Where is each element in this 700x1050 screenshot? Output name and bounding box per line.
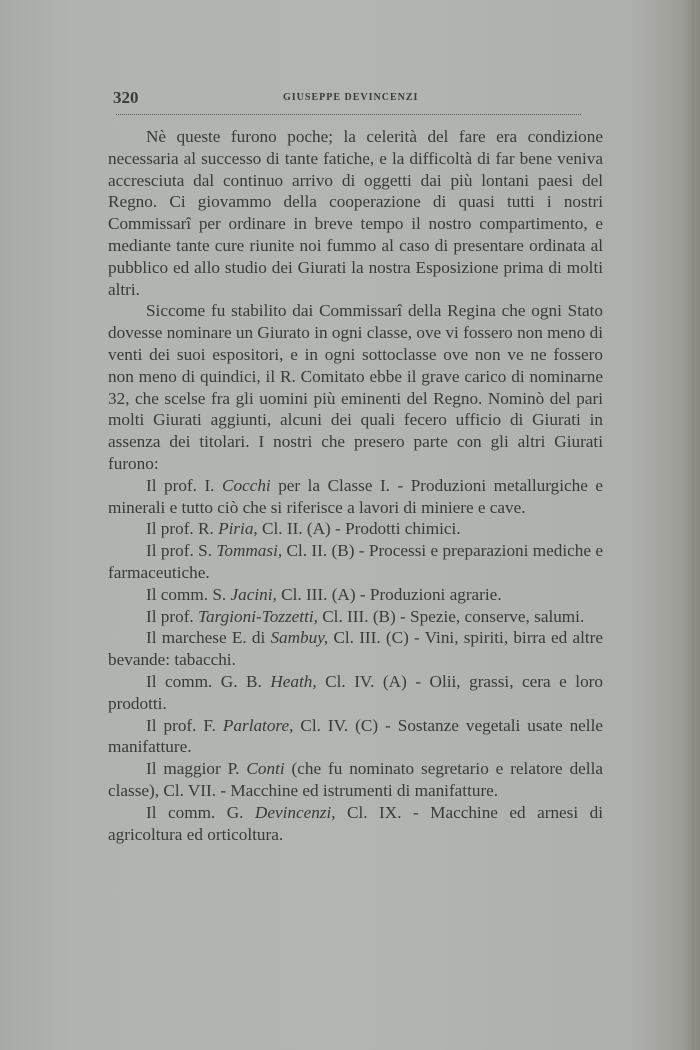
- juror-title: Il prof. R.: [146, 519, 219, 539]
- header-rule: [116, 114, 581, 115]
- juror-class: Cl. II. (B) - Processi e preparazioni mediche e farmaceutiche.: [108, 541, 603, 582]
- juror-title: Il prof.: [146, 606, 199, 626]
- juror-name: Piria,: [218, 519, 258, 539]
- juror-class: Cl. III. (A) - Produzioni agrarie.: [276, 584, 502, 604]
- juror-title: Il prof. F.: [146, 715, 223, 735]
- running-head: GIUSEPPE DEVINCENZI: [283, 92, 419, 103]
- juror-entry: [108, 671, 603, 715]
- juror-title: Il maggior P.: [146, 759, 247, 779]
- juror-entry: [108, 606, 603, 628]
- paragraph: Siccome fu stabilito dai Commissarî della Regina che ogni Stato dovesse nominare un Giurato in ogni classe, ove vi fossero non meno di venti dei suoi espositori, e in ogni sottoclasse ove non ve ne fossero non meno di quindici, il R. Comitato ebbe il grave carico di nominarne 32, che scelse fra gli uomini più eminenti del Regno. Nominò del pari molti Giurati aggiunti, alcuni dei quali fecero ufficio di Giurati in assenza dei titolari. I nostri che presero parte con gli altri Giurati furono:: [108, 301, 603, 473]
- juror-name: Conti: [246, 759, 285, 779]
- juror-title: Il marchese E. di: [146, 628, 271, 648]
- juror-title: Il prof. S.: [146, 541, 217, 561]
- page-edge: [692, 0, 694, 1050]
- juror-name: Sambuy,: [270, 628, 329, 648]
- juror-title: Il comm. S.: [146, 584, 231, 604]
- juror-name: Parlatore,: [222, 715, 294, 735]
- juror-entry: [108, 627, 603, 671]
- juror-entry: [108, 758, 603, 802]
- juror-name: Heath,: [270, 671, 317, 691]
- juror-name: Devincenzi,: [254, 802, 336, 822]
- juror-class: Cl. III. (C) - Vini, spiriti, birra ed altre bevande: tabacchi.: [108, 628, 603, 670]
- juror-title: Il comm. G.: [146, 802, 255, 822]
- juror-title: Il prof. I.: [146, 475, 222, 495]
- juror-entry: [108, 715, 603, 759]
- juror-name: Jacini,: [230, 584, 277, 604]
- juror-class: (che fu nominato segretario e relatore della classe), Cl. VII. - Macchine ed istrumenti di manifatture.: [108, 759, 603, 800]
- juror-entry: [108, 802, 603, 846]
- juror-entry: [108, 584, 603, 606]
- juror-class: per la Classe I. - Produzioni metallurgiche e minerali e tutto ciò che si riferisce a lavori di miniere e cave.: [108, 475, 603, 517]
- juror-entry: [108, 475, 603, 519]
- juror-name: Cocchi: [222, 475, 271, 495]
- juror-class: Cl. IX. - Macchine ed arnesi di agricoltura ed orticoltura.: [108, 802, 603, 844]
- juror-title: Il comm. G. B.: [146, 671, 271, 691]
- juror-class: Cl. IV. (A) - Olii, grassi, cera e loro prodotti.: [108, 671, 603, 713]
- juror-entry: [108, 540, 603, 584]
- juror-class: Cl. IV. (C) - Sostanze vegetali usate nelle manifatture.: [108, 715, 603, 757]
- juror-class: Cl. III. (B) - Spezie, conserve, salumi.: [317, 606, 585, 626]
- page-header: [113, 88, 583, 108]
- page-number: 320: [113, 88, 139, 107]
- juror-class: Cl. II. (A) - Prodotti chimici.: [257, 519, 461, 539]
- paragraph: Nè queste furono poche; la celerità del fare era condizione necessaria al successo di tante fatiche, e la difficoltà di far bene veniva accresciuta dal continuo arrivo di oggetti dai più lontani paesi del Regno. Ci giovammo della cooperazione di quasi tutti i nostri Commissarî per ordinare in breve tempo il nostro compartimento, e mediante tante cure riunite noi fummo al caso di presentare ordinata al pubblico ed allo studio dei Giurati la nostra Esposizione prima di molti altri.: [108, 127, 603, 299]
- juror-entry: [108, 518, 603, 540]
- juror-name: Tommasi,: [216, 541, 283, 561]
- body-text: [108, 126, 603, 845]
- juror-name: Targioni-Tozzetti,: [198, 606, 318, 626]
